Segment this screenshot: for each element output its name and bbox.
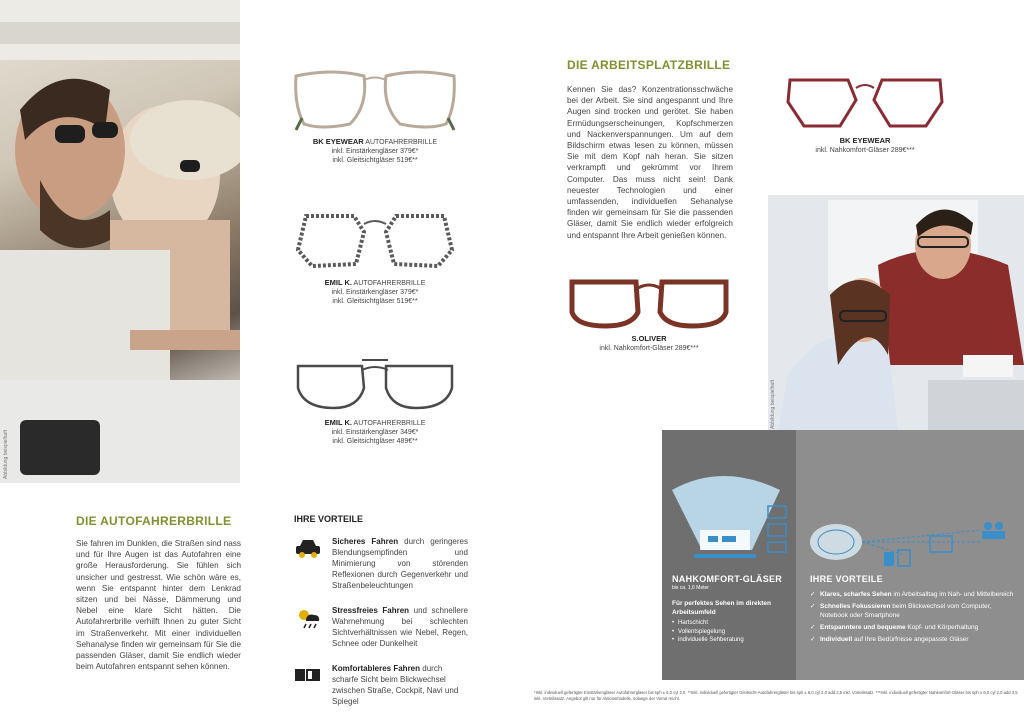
glasses-brand: EMIL K. [324,278,352,287]
panel-vorteil-text: auf Ihre Bedürfnisse angepasste Gläser [852,636,969,643]
panel-vorteil-bold: Schnelles Fokussieren [820,603,891,610]
vorteil-bold: Komfortableres Fahren [332,664,421,673]
footnote: *Inkl. individuell gefertigter Einstärkengläser Autofahrergläser bis sph ± 6,0 cyl 2,0. **Inkl. individuell gefertigter Gleitsicht-Autofahrergläser bis sph ± 6,0 cyl 2,0 add 3,5 inkl. Vorteilssatz. ***Inkl. individuell gefertigter Nahkomfort-Gläser bis sph ± 6,0 cyl 2,0 add 3,5 inkl. Vorteilssatz. Angebot gilt nur für Aktionsmodelle, solange der Vorrat reicht. [534,690,1018,701]
panel-vorteil-bold: Individuell [820,636,853,643]
car-icon [294,536,322,560]
glasses-emil-k-aviator [292,352,458,414]
glasses-emil-k-tortoise [292,210,458,276]
vorteil-item [294,536,468,591]
glasses-price-line: inkl. Einstärkengläser 349€* [331,429,419,436]
panel-vorteile-list [810,590,1015,644]
panel-vorteil-item [810,635,1015,644]
glasses-caption [292,418,458,446]
autofahrer-heading: DIE AUTOFAHRERBRILLE [76,514,232,528]
vorteil-bold: Stressfreies Fahren [332,606,410,615]
glasses-caption [292,137,458,165]
office-couple-photo [768,195,1024,430]
glasses-type: AUTOFAHRERBRILLE [353,280,426,287]
panel-vorteil-text: Kopf- und Körperhaltung [905,624,979,631]
glasses-price-line: inkl. Gleitsichtgläser 519€** [332,157,418,164]
vorteil-item [294,605,468,649]
nahkomfort-diagram [662,470,1024,580]
glasses-s-oliver [566,274,732,332]
photo-credit-left: Abbildung beispielhaft [3,430,9,479]
panel-vorteil-bold: Klares, scharfes Sehen [820,591,892,598]
panel-vorteil-item [810,602,1015,620]
arbeitsplatz-text: Kennen Sie das? Konzentrationsschwäche bei der Arbeit. Sie sind angespannt und Ihre Augen sind trocken und gerötet. Sie haben Ermüdungserscheinungen, Kopfschmerzen und Nackenverspannungen. Um auf dem Bildschirm etwas lesen zu können, müssen Sie mit dem Kopf nah heran. Sie sitzen verkrampft und gekrümmt vor Ihrem Computer. Das muss nicht sein! Dank neuester Technologien und einer umfassenden, individuellen Sehanalyse finden wir gemeinsam für Sie die passenden Gläser, damit Sie endlich wieder erfolgreich und entspannt Ihre Arbeit genießen können. [567,85,733,240]
vorteil-text: durch scharfe Sicht beim Blickwechsel zwischen Straße, Cockpit, Navi und Spiegel [332,664,459,706]
glasses-price-line: inkl. Einstärkengläser 379€* [331,148,419,155]
photo-credit-right: Abbildung beispielhaft [770,380,776,429]
nahkomfort-feature: • Hartschicht [672,619,790,628]
glasses-price-line: inkl. Gleitsichtgläser 489€** [332,438,418,445]
vorteile-list [294,536,468,707]
autofahrer-text: Sie fahren im Dunklen, die Straßen sind nass und für Ihre Augen ist das Autofahren eine große Herausforderung. Sie fühlen sich unsicher und gestresst. Wie schön wäre es, wenn Sie entspannt hinter dem Lenkrad sitzen und bei Nässe, Dämmerung und Nebel eine klare Sicht hätten. Die Autofahrerbrille verhilft Ihnen zu guter Sicht im Straßenverkehr. Mit einer individuellen Sehanalyse finden wir gemeinsam für Sie die passenden Gläser, damit Sie endlich wieder beim Autofahren entspannt sehen können. [76,539,241,672]
glasses-bk-eyewear-red [782,72,948,134]
glasses-brand: BK EYEWEAR [839,136,891,145]
vorteil-bold: Sicheres Fahren [332,537,399,546]
glasses-bk-eyewear-autofahrer [292,66,458,136]
glasses-caption [292,278,458,306]
glasses-type: AUTOFAHRERBRILLE [353,420,426,427]
panel-vorteil-text: im Arbeitsalltag im Nah- und Mittelbereich [891,591,1014,598]
nahkomfort-feature: • Vollentspiegelung [672,628,790,637]
nahkomfort-feature: • individuelle Sehberatung [672,636,790,645]
glasses-price-line: inkl. Nahkomfort-Gläser 289€*** [599,345,699,352]
panel-vorteile-title: IHRE VORTEILE [810,574,883,584]
nahkomfort-subtitle: bis ca. 1,6 Meter [672,585,709,591]
glasses-brand: BK EYEWEAR [312,137,364,146]
nahkomfort-title: NAHKOMFORT-GLÄSER [672,574,783,584]
nahkomfort-block [672,574,790,645]
weather-icon [294,605,322,629]
glasses-caption [782,136,948,155]
nahkomfort-features [672,619,790,645]
arbeitsplatz-heading: DIE ARBEITSPLATZBRILLE [567,58,731,72]
vorteile-heading: IHRE VORTEILE [294,514,364,524]
glasses-brand: S.OLIVER [631,334,667,343]
panel-vorteile-block [810,574,1015,647]
glasses-caption [566,334,732,353]
panel-vorteil-item [810,590,1015,599]
glasses-price-line: inkl. Einstärkengläser 379€* [331,289,419,296]
panel-vorteil-text: beim Blickwechsel vom Computer, Notebook oder Smartphone [820,603,992,619]
cockpit-icon [294,663,322,687]
vorteil-text: und schnellere Wahrnehmung bei schlechten Sichtverhältnissen wie Nebel, Regen, Schnee oder Dunkelheit [332,606,468,648]
vorteil-text: durch geringeres Blendungsempfinden und Minimierung von störenden Reflexionen durch Gegenverkehr und Straßenbeleuchtungen [332,537,468,590]
panel-vorteil-item [810,623,1015,632]
nahkomfort-lead: Für perfektes Sehen im direkten Arbeitsumfeld [672,600,771,616]
car-couple-photo [0,0,240,483]
panel-vorteil-bold: Entspanntere und bequeme [820,624,906,631]
glasses-price-line: inkl. Gleitsichtgläser 519€** [332,298,418,305]
glasses-price-line: inkl. Nahkomfort-Gläser 289€*** [815,147,915,154]
vorteil-item [294,663,468,707]
glasses-brand: EMIL K. [324,418,352,427]
glasses-type: AUTOFAHRERBRILLE [365,139,438,146]
